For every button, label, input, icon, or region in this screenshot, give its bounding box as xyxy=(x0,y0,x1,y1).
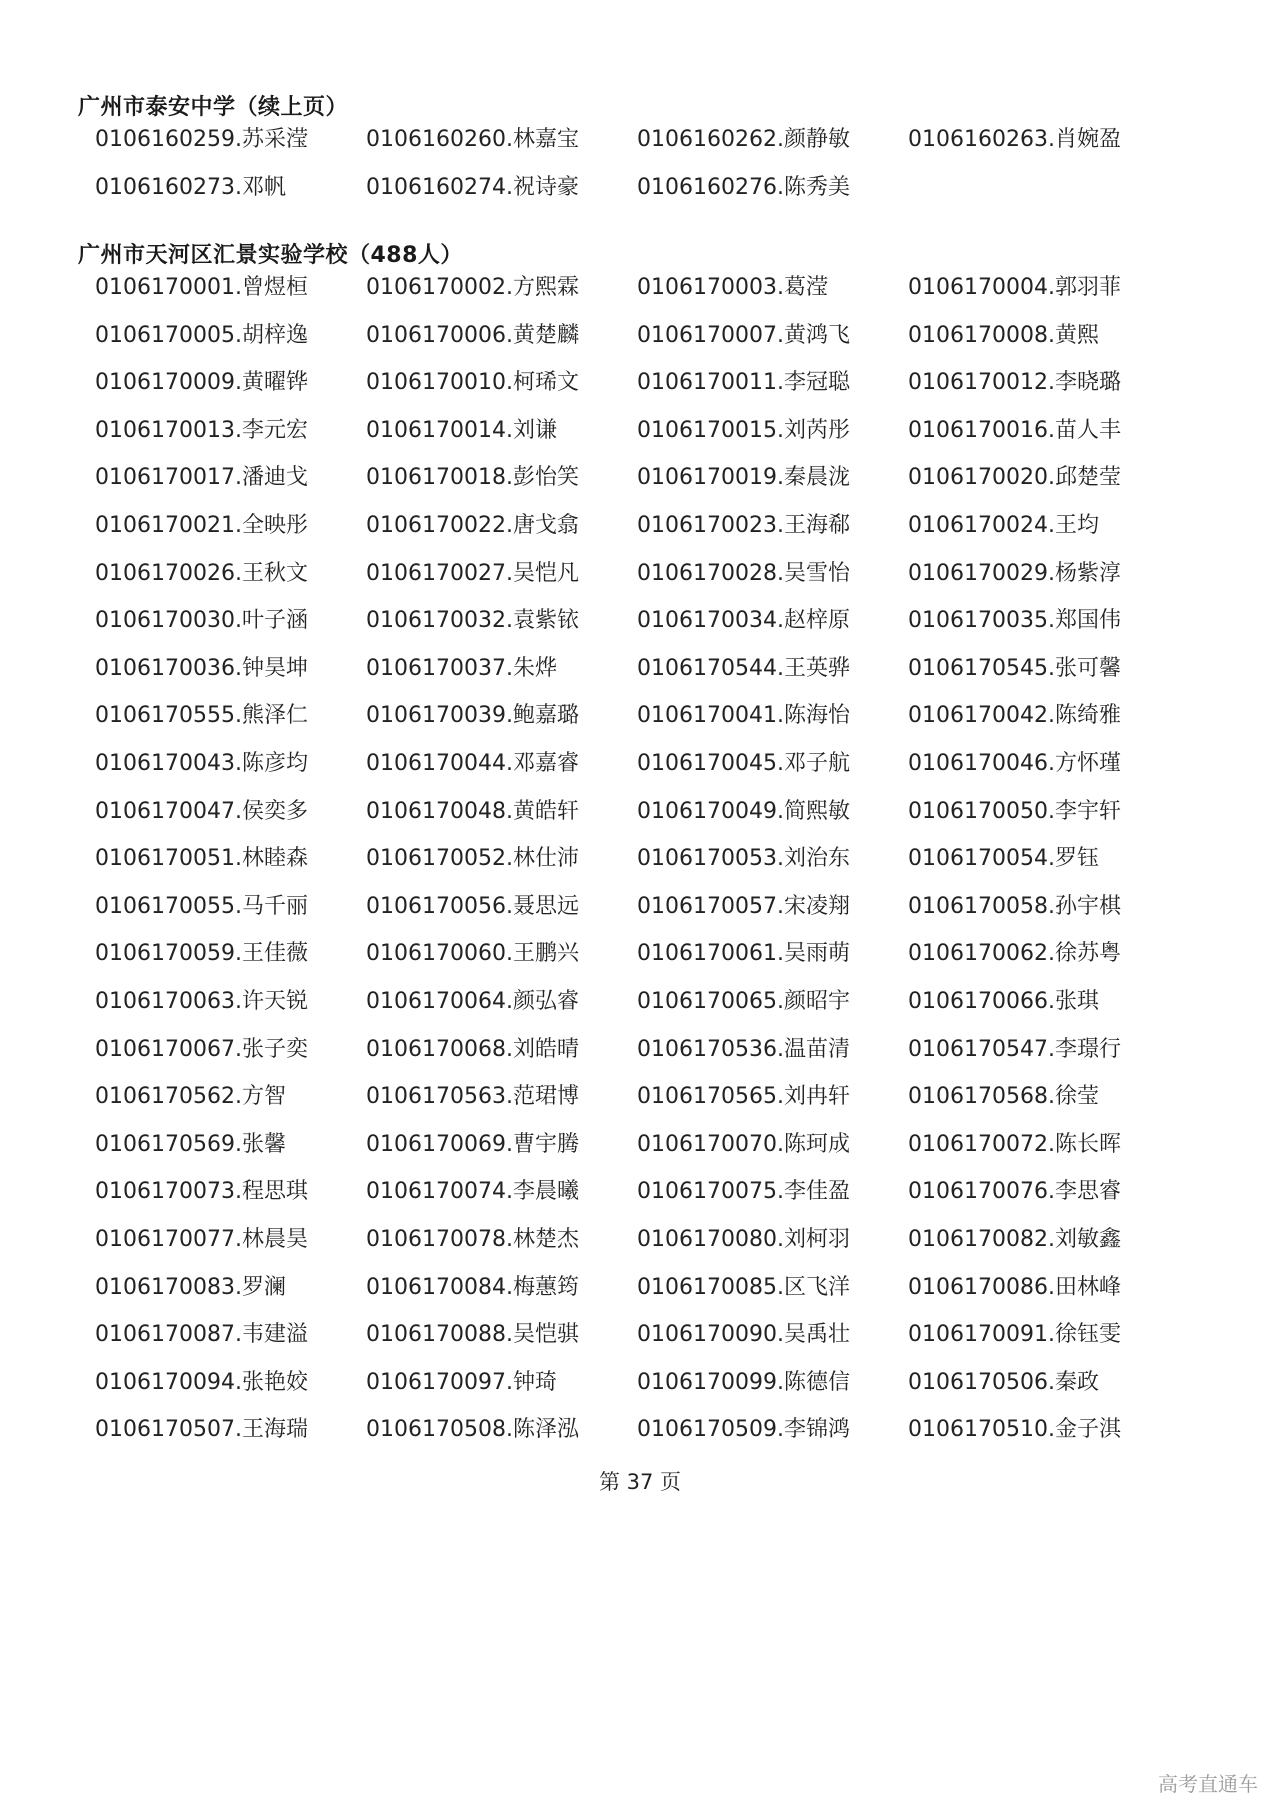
student-entry: 0106170075.李佳盈 xyxy=(637,1179,850,1205)
student-entry: 0106170020.邱楚莹 xyxy=(908,465,1121,491)
student-entry: 0106170003.葛滢 xyxy=(637,275,828,300)
list-row xyxy=(95,1410,1215,1450)
student-entry: 0106170018.彭怡笑 xyxy=(366,465,579,491)
student-entry: 0106170012.李晓璐 xyxy=(908,370,1121,396)
student-entry: 0106170054.罗钰 xyxy=(908,846,1099,872)
student-entry: 0106170085.区飞洋 xyxy=(637,1274,850,1300)
student-entry: 0106170084.梅蕙筠 xyxy=(366,1274,579,1300)
student-entry: 0106170057.宋凌翔 xyxy=(637,893,850,919)
student-entry: 0106170087.韦建溢 xyxy=(95,1322,308,1348)
list-row xyxy=(95,120,1215,160)
page-number: 第 37 页 xyxy=(598,1470,682,1494)
student-entry: 0106170044.邓嘉睿 xyxy=(366,751,579,776)
student-entry: 0106170043.陈彦均 xyxy=(95,751,308,776)
student-entry: 0106170053.刘治东 xyxy=(637,846,850,872)
student-entry: 0106170070.陈珂成 xyxy=(637,1131,850,1157)
list-row xyxy=(95,363,1215,403)
student-entry: 0106170050.李宇轩 xyxy=(908,798,1121,824)
student-entry: 0106170555.熊泽仁 xyxy=(95,703,308,729)
student-entry: 0106170077.林晨昊 xyxy=(95,1227,308,1252)
list-row xyxy=(95,601,1215,641)
student-entry: 0106170048.黄皓轩 xyxy=(366,798,579,824)
student-entry: 0106170506.秦政 xyxy=(908,1369,1099,1395)
student-entry: 0106170036.钟昊坤 xyxy=(95,655,308,681)
student-entry: 0106170039.鲍嘉璐 xyxy=(366,703,579,729)
student-entry: 0106170072.陈长晖 xyxy=(908,1131,1121,1157)
list-row xyxy=(95,316,1215,356)
student-entry: 0106170013.李元宏 xyxy=(95,417,308,443)
student-entry: 0106170080.刘柯羽 xyxy=(637,1227,850,1252)
student-entry: 0106170076.李思睿 xyxy=(908,1179,1121,1205)
student-entry: 0106170562.方智 xyxy=(95,1084,286,1110)
student-entry: 0106170565.刘冉轩 xyxy=(637,1084,850,1110)
student-entry: 0106170091.徐钰雯 xyxy=(908,1322,1121,1348)
student-entry: 0106170035.郑国伟 xyxy=(908,608,1121,634)
student-entry: 0106170545.张可馨 xyxy=(908,655,1121,681)
student-entry: 0106170011.李冠聪 xyxy=(637,370,850,396)
list-row xyxy=(95,168,1215,208)
list-row xyxy=(95,1030,1215,1070)
list-row xyxy=(95,554,1215,594)
student-entry: 0106170021.全映彤 xyxy=(95,513,308,538)
student-entry: 0106170056.聂思远 xyxy=(366,893,579,919)
list-row xyxy=(95,982,1215,1022)
student-entry: 0106170042.陈绮雅 xyxy=(908,703,1121,729)
section-title: 广州市天河区汇景实验学校（488人） xyxy=(78,243,463,268)
student-entry: 0106170062.徐苏粤 xyxy=(908,941,1121,967)
student-entry xyxy=(908,168,1179,208)
list-row xyxy=(95,696,1215,736)
student-entry: 0106160276.陈秀美 xyxy=(637,174,850,200)
student-entry: 0106170009.黄曜铧 xyxy=(95,370,308,396)
student-entry: 0106160260.林嘉宝 xyxy=(366,127,579,152)
student-entry: 0106170007.黄鸿飞 xyxy=(637,322,850,348)
student-entry: 0106170037.朱烨 xyxy=(366,655,557,681)
student-entry: 0106170088.吴恺骐 xyxy=(366,1322,579,1348)
list-row xyxy=(95,887,1215,927)
student-entry: 0106170507.王海瑞 xyxy=(95,1417,308,1443)
list-row xyxy=(95,1125,1215,1165)
student-entry: 0106170068.刘皓晴 xyxy=(366,1036,579,1062)
student-entry: 0106170017.潘迪戈 xyxy=(95,465,308,491)
student-entry: 0106170024.王均 xyxy=(908,513,1099,538)
student-entry: 0106160263.肖婉盈 xyxy=(908,127,1121,152)
student-entry: 0106170028.吴雪怡 xyxy=(637,560,850,586)
list-row xyxy=(95,1172,1215,1212)
student-entry: 0106170051.林睦森 xyxy=(95,846,308,872)
student-entry: 0106170027.吴恺凡 xyxy=(366,560,579,586)
student-entry: 0106170094.张艳姣 xyxy=(95,1369,308,1395)
list-row xyxy=(95,506,1215,546)
list-row xyxy=(95,411,1215,451)
student-entry: 0106170032.袁紫铱 xyxy=(366,608,579,634)
list-row xyxy=(95,744,1215,784)
student-entry: 0106170063.许天锐 xyxy=(95,989,308,1014)
student-entry: 0106170073.程思琪 xyxy=(95,1179,308,1205)
student-entry: 0106170041.陈海怡 xyxy=(637,703,850,729)
student-entry: 0106160274.祝诗豪 xyxy=(366,174,579,200)
student-entry: 0106170099.陈德信 xyxy=(637,1369,850,1395)
section-title: 广州市泰安中学（续上页） xyxy=(78,95,349,120)
list-row xyxy=(95,1315,1215,1355)
student-entry: 0106170061.吴雨萌 xyxy=(637,941,850,967)
student-entry: 0106170034.赵梓原 xyxy=(637,608,850,634)
student-entry: 0106170023.王海郗 xyxy=(637,513,850,538)
student-entry: 0106170059.王佳薇 xyxy=(95,941,308,967)
student-entry: 0106170568.徐莹 xyxy=(908,1084,1099,1110)
list-row xyxy=(95,458,1215,498)
list-row xyxy=(95,1363,1215,1403)
student-entry: 0106170064.颜弘睿 xyxy=(366,989,579,1014)
student-entry: 0106170067.张子奕 xyxy=(95,1036,308,1062)
student-entry: 0106160262.颜静敏 xyxy=(637,127,850,152)
student-entry: 0106170047.侯奕多 xyxy=(95,798,308,824)
student-entry: 0106170509.李锦鸿 xyxy=(637,1417,850,1443)
student-entry: 0106170008.黄熙 xyxy=(908,322,1099,348)
student-entry: 0106170082.刘敏鑫 xyxy=(908,1227,1121,1252)
student-entry: 0106170015.刘芮彤 xyxy=(637,417,850,443)
student-entry: 0106170045.邓子航 xyxy=(637,751,850,776)
student-entry: 0106170083.罗澜 xyxy=(95,1274,286,1300)
student-entry: 0106170014.刘谦 xyxy=(366,417,557,443)
student-entry: 0106170005.胡梓逸 xyxy=(95,322,308,348)
student-entry: 0106170058.孙宇棋 xyxy=(908,893,1121,919)
list-row xyxy=(95,1268,1215,1308)
student-entry: 0106170069.曹宇腾 xyxy=(366,1131,579,1157)
student-entry: 0106170055.马千丽 xyxy=(95,893,308,919)
student-entry: 0106170029.杨紫淳 xyxy=(908,560,1121,586)
list-row xyxy=(95,268,1215,308)
student-entry: 0106160259.苏采滢 xyxy=(95,127,308,152)
student-entry: 0106170026.王秋文 xyxy=(95,560,308,586)
student-entry: 0106170065.颜昭宇 xyxy=(637,989,850,1014)
student-entry: 0106170060.王鹏兴 xyxy=(366,941,579,967)
student-entry: 0106170052.林仕沛 xyxy=(366,846,579,872)
student-entry: 0106170019.秦晨泷 xyxy=(637,465,850,491)
student-entry: 0106170001.曾煜桓 xyxy=(95,275,308,300)
student-entry: 0106170086.田林峰 xyxy=(908,1274,1121,1300)
student-entry: 0106170544.王英骅 xyxy=(637,655,850,681)
student-entry: 0106170547.李璟行 xyxy=(908,1036,1121,1062)
student-entry: 0106170046.方怀瑾 xyxy=(908,751,1121,776)
list-row xyxy=(95,792,1215,832)
student-entry: 0106170510.金子淇 xyxy=(908,1417,1121,1443)
student-entry: 0106170016.苗人丰 xyxy=(908,417,1121,443)
list-row xyxy=(95,839,1215,879)
list-row xyxy=(95,1220,1215,1260)
student-entry: 0106170066.张琪 xyxy=(908,989,1099,1014)
student-entry: 0106170074.李晨曦 xyxy=(366,1179,579,1205)
student-entry: 0106170078.林楚杰 xyxy=(366,1227,579,1252)
list-row xyxy=(95,934,1215,974)
student-entry: 0106170030.叶子涵 xyxy=(95,608,308,634)
student-entry: 0106170010.柯琋文 xyxy=(366,370,579,396)
student-entry: 0106170563.范珺博 xyxy=(366,1084,579,1110)
student-entry: 0106170536.温苗清 xyxy=(637,1036,850,1062)
list-row xyxy=(95,649,1215,689)
student-entry: 0106160273.邓帆 xyxy=(95,174,286,200)
student-entry: 0106170049.简熙敏 xyxy=(637,798,850,824)
student-entry: 0106170002.方熙霖 xyxy=(366,275,579,300)
watermark: 高考直通车 xyxy=(1158,1772,1258,1796)
student-entry: 0106170022.唐戈翕 xyxy=(366,513,579,538)
student-entry: 0106170569.张馨 xyxy=(95,1131,286,1157)
list-row xyxy=(95,1077,1215,1117)
student-entry: 0106170097.钟琦 xyxy=(366,1369,557,1395)
student-entry: 0106170508.陈泽泓 xyxy=(366,1417,579,1443)
student-entry: 0106170006.黄楚麟 xyxy=(366,322,579,348)
student-entry: 0106170090.吴禹壮 xyxy=(637,1322,850,1348)
student-entry: 0106170004.郭羽菲 xyxy=(908,275,1121,300)
